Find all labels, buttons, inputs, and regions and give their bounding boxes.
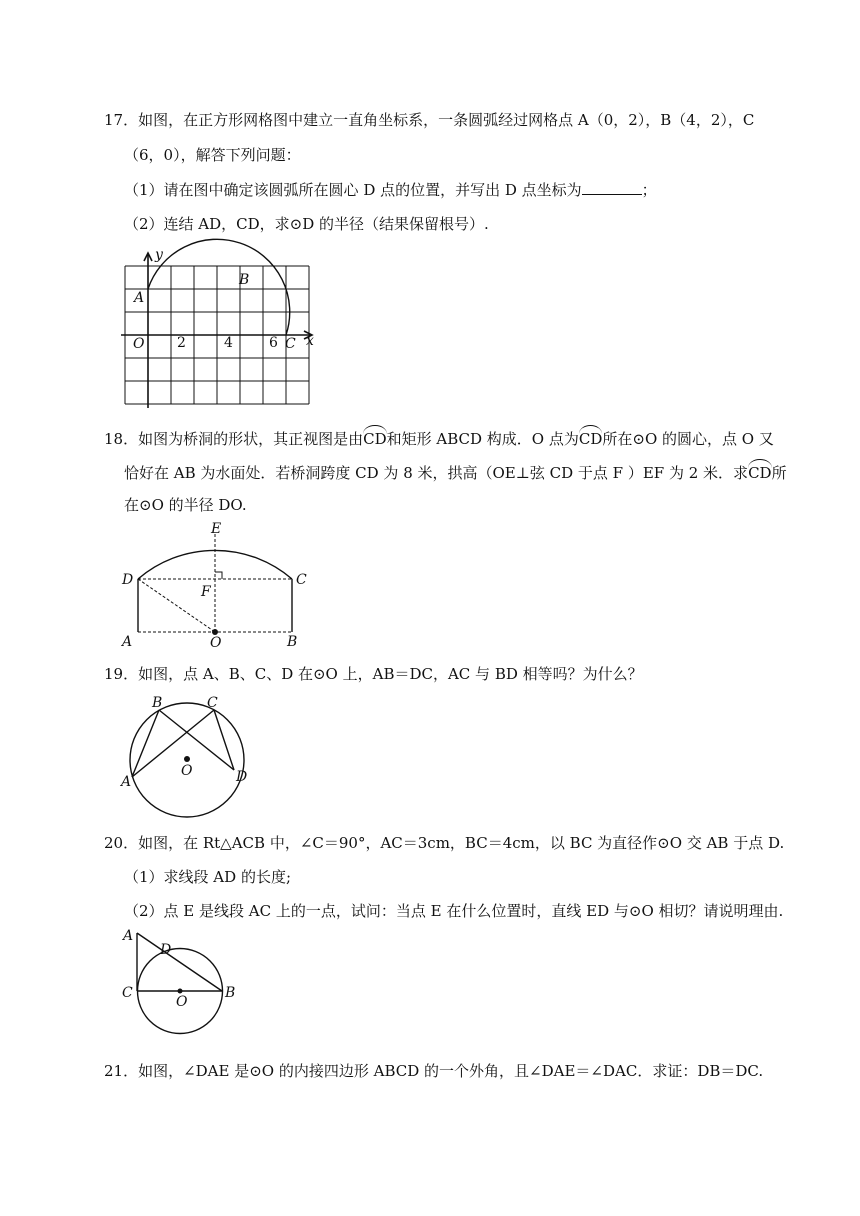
arc-cd-symbol: CD [748,461,772,483]
q19-point-c-label: C [207,695,218,711]
q18-point-b-label: B [287,634,298,650]
q20-point-o-label: O [176,994,188,1010]
answer-blank [582,180,642,195]
q20-part1: （1）求线段 AD 的长度; [124,868,291,886]
q18-point-f-label: F [201,584,211,600]
q18-point-d-label: D [122,572,134,588]
q18-line1-part-c: 所在⊙O 的圆心，点 O 又 [602,430,774,448]
q17-line2: （6，0），解答下列问题： [124,146,301,164]
q17-part1 [124,180,657,200]
q18-point-e-label: E [211,521,222,537]
q17-part1-text: （1）请在图中确定该圆弧所在圆心 D 点的位置，并写出 D 点坐标为 [124,181,582,199]
q20-point-b-label: B [225,985,236,1001]
q18-line1-part-b: 和矩形 ABCD 构成．O 点为 [386,430,579,448]
q17-tick-2: 2 [177,335,186,351]
q20-point-a-label: A [123,928,134,944]
q17-point-b-label: B [239,272,250,288]
q17-grid-figure [118,246,318,411]
q17-x-axis-label: x [306,333,314,349]
q18-line2-part-b: 所 [771,464,787,482]
q18-point-o-label: O [210,635,222,651]
q18-line2 [124,461,787,483]
q19-line1: 19．如图，点 A、B、C、D 在⊙O 上，AB＝DC，AC 与 BD 相等吗？为什么？ [104,665,643,683]
arc-cd-symbol: CD [363,427,387,449]
q18-line1-part-a: 18．如图为桥洞的形状，其正视图是由 [104,430,364,448]
q17-tick-6: 6 [269,335,278,351]
q21-line1: 21．如图，∠DAE 是⊙O 的内接四边形 ABCD 的一个外角，且∠DAE＝∠DAC．求证：DB＝DC. [104,1062,764,1080]
q17-part2: （2）连结 AD，CD，求⊙D 的半径（结果保留根号）. [124,215,489,233]
q20-point-d-label: D [160,942,172,958]
q18-line2-part-a: 恰好在 AB 为水面处．若桥洞跨度 CD 为 8 米，拱高（OE⊥弦 CD 于点 F ）EF 为 2 米．求 [124,464,749,482]
arc-cd-symbol: CD [579,427,603,449]
q18-point-a-label: A [122,634,133,650]
q19-point-o-label: O [181,763,193,779]
q18-line1 [104,427,774,449]
q18-bridge-figure [118,522,308,652]
q19-point-a-label: A [121,774,132,790]
q19-point-b-label: B [152,695,163,711]
q20-part2: （2）点 E 是线段 AC 上的一点，试问：当点 E 在什么位置时，直线 ED 与⊙O 相切？请说明理由. [124,902,784,920]
q20-triangle-figure [118,925,248,1035]
q17-point-a-label: A [134,290,145,306]
q19-circle-figure [118,693,258,818]
q20-point-c-label: C [122,985,133,1001]
q17-part1-end: ； [641,181,657,199]
q18-line3: 在⊙O 的半径 DO. [124,496,247,514]
q20-line1: 20．如图，在 Rt△ACB 中，∠C＝90°，AC＝3cm，BC＝4cm，以 BC 为直径作⊙O 交 AB 于点 D. [104,834,785,852]
q17-y-axis-label: y [155,247,163,263]
q17-tick-4: 4 [224,335,233,351]
q17-origin-label: O [133,336,145,352]
q17-line1: 17．如图，在正方形网格图中建立一直角坐标系，一条圆弧经过网格点 A（0，2），B（4，2），C [104,111,755,129]
q19-point-d-label: D [236,769,248,785]
q18-point-c-label: C [296,572,307,588]
q17-point-c-label: C [285,336,296,352]
